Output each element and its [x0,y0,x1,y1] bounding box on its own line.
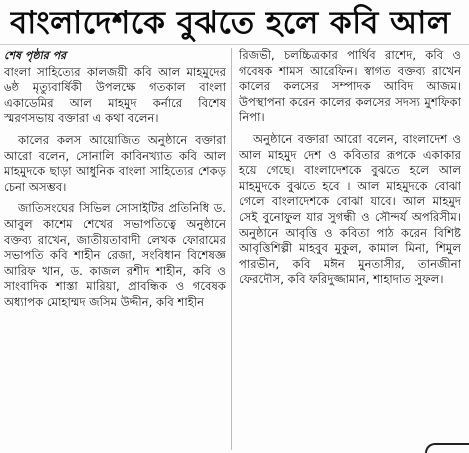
page-corner-mark [425,443,469,453]
headline: বাংলাদেশকে বুঝতে হলে কবি আল [10,5,451,41]
column-divider [231,48,232,450]
continued-label: শেষ পৃষ্ঠার পর [4,49,67,62]
article-column-right [239,48,461,450]
paragraph: কালের কলস আয়োজিত অনুষ্ঠানে বক্তারা আরো বলেন, সোনালি কাবিনখ্যাত কবি আল মাহমুদকে ছাড়া আধুনিক বাংলা সাহিত্যের শেকড় চেনা অসম্ভব। [4,132,226,194]
article-column-left [4,48,226,450]
paragraph: বাংলা সাহিত্যের কালজয়ী কবি আল মাহমুদের ৬ষ্ঠ মৃত্যুবার্ষিকী উপলক্ষে গতকাল বাংলা একাডেমির আল মাহমুদ কর্নারে বিশেষ স্মরণসভায় বক্তারা এ কথা বলেন। [4,64,226,126]
paragraph: রিজভী, চলচ্চিত্রকার পার্থিব রাশেদ, কবি ও গবেষক শামস আরেফিন। স্বাগত বক্তব্য রাখেন কালের কলসের সম্পাদক আবিদ আজম। উপস্থাপনা করেন কালের কলসের সদস্য মুশফিকা নিপা। [239,48,461,125]
paragraph: অনুষ্ঠানে বক্তারা আরো বলেন, বাংলাদেশ ও আল মাহমুদ দেশ ও কবিতার রূপকে একাকার হয়ে গেছে। বাংলাদেশকে বুঝতে হলে আল মাহমুদকে বুঝতে হবে । আল মাহমুদকে বোঝা গেলে বাংলাদেশকে বোঝা যাবে। আল মাহমুদ সেই বুনোফুল যার সুগন্ধী ও সৌন্দর্য অপরিসীম। অনুষ্ঠানে আবৃত্তি ও কবিতা পাঠ করেন বিশিষ্ট আবৃত্তিশিল্পী মাহবুব মুকুল, কামাল মিনা, শিমুল পারভীন, কবি মঈন মুনতাসীর, তানজীনা ফেরদৌস, কবি ফরিদুজ্জামান, শাহাদাত সুফল। [239,131,461,287]
headline-rule [0,44,469,45]
paragraph: জাতিসংঘের সিভিল সোসাইটির প্রতিনিধি ড. আবুল কাশেম শেখের সভাপতিত্বে অনুষ্ঠানে বক্তব্য রাখেন, জাতীয়তাবাদী লেখক ফোরামের সভাপতি কবি শাহীন রেজা, সংবিধান বিশেষজ্ঞ আরিফ খান, ড. কাজল রশীদ শাহীন, কবি ও সাংবাদিক শাস্তা মারিয়া, প্রাবন্ধিক ও গবেষক অধ্যাপক মোহাম্মদ জসিম উদ্দীন, কবি শাহীন [4,201,226,309]
